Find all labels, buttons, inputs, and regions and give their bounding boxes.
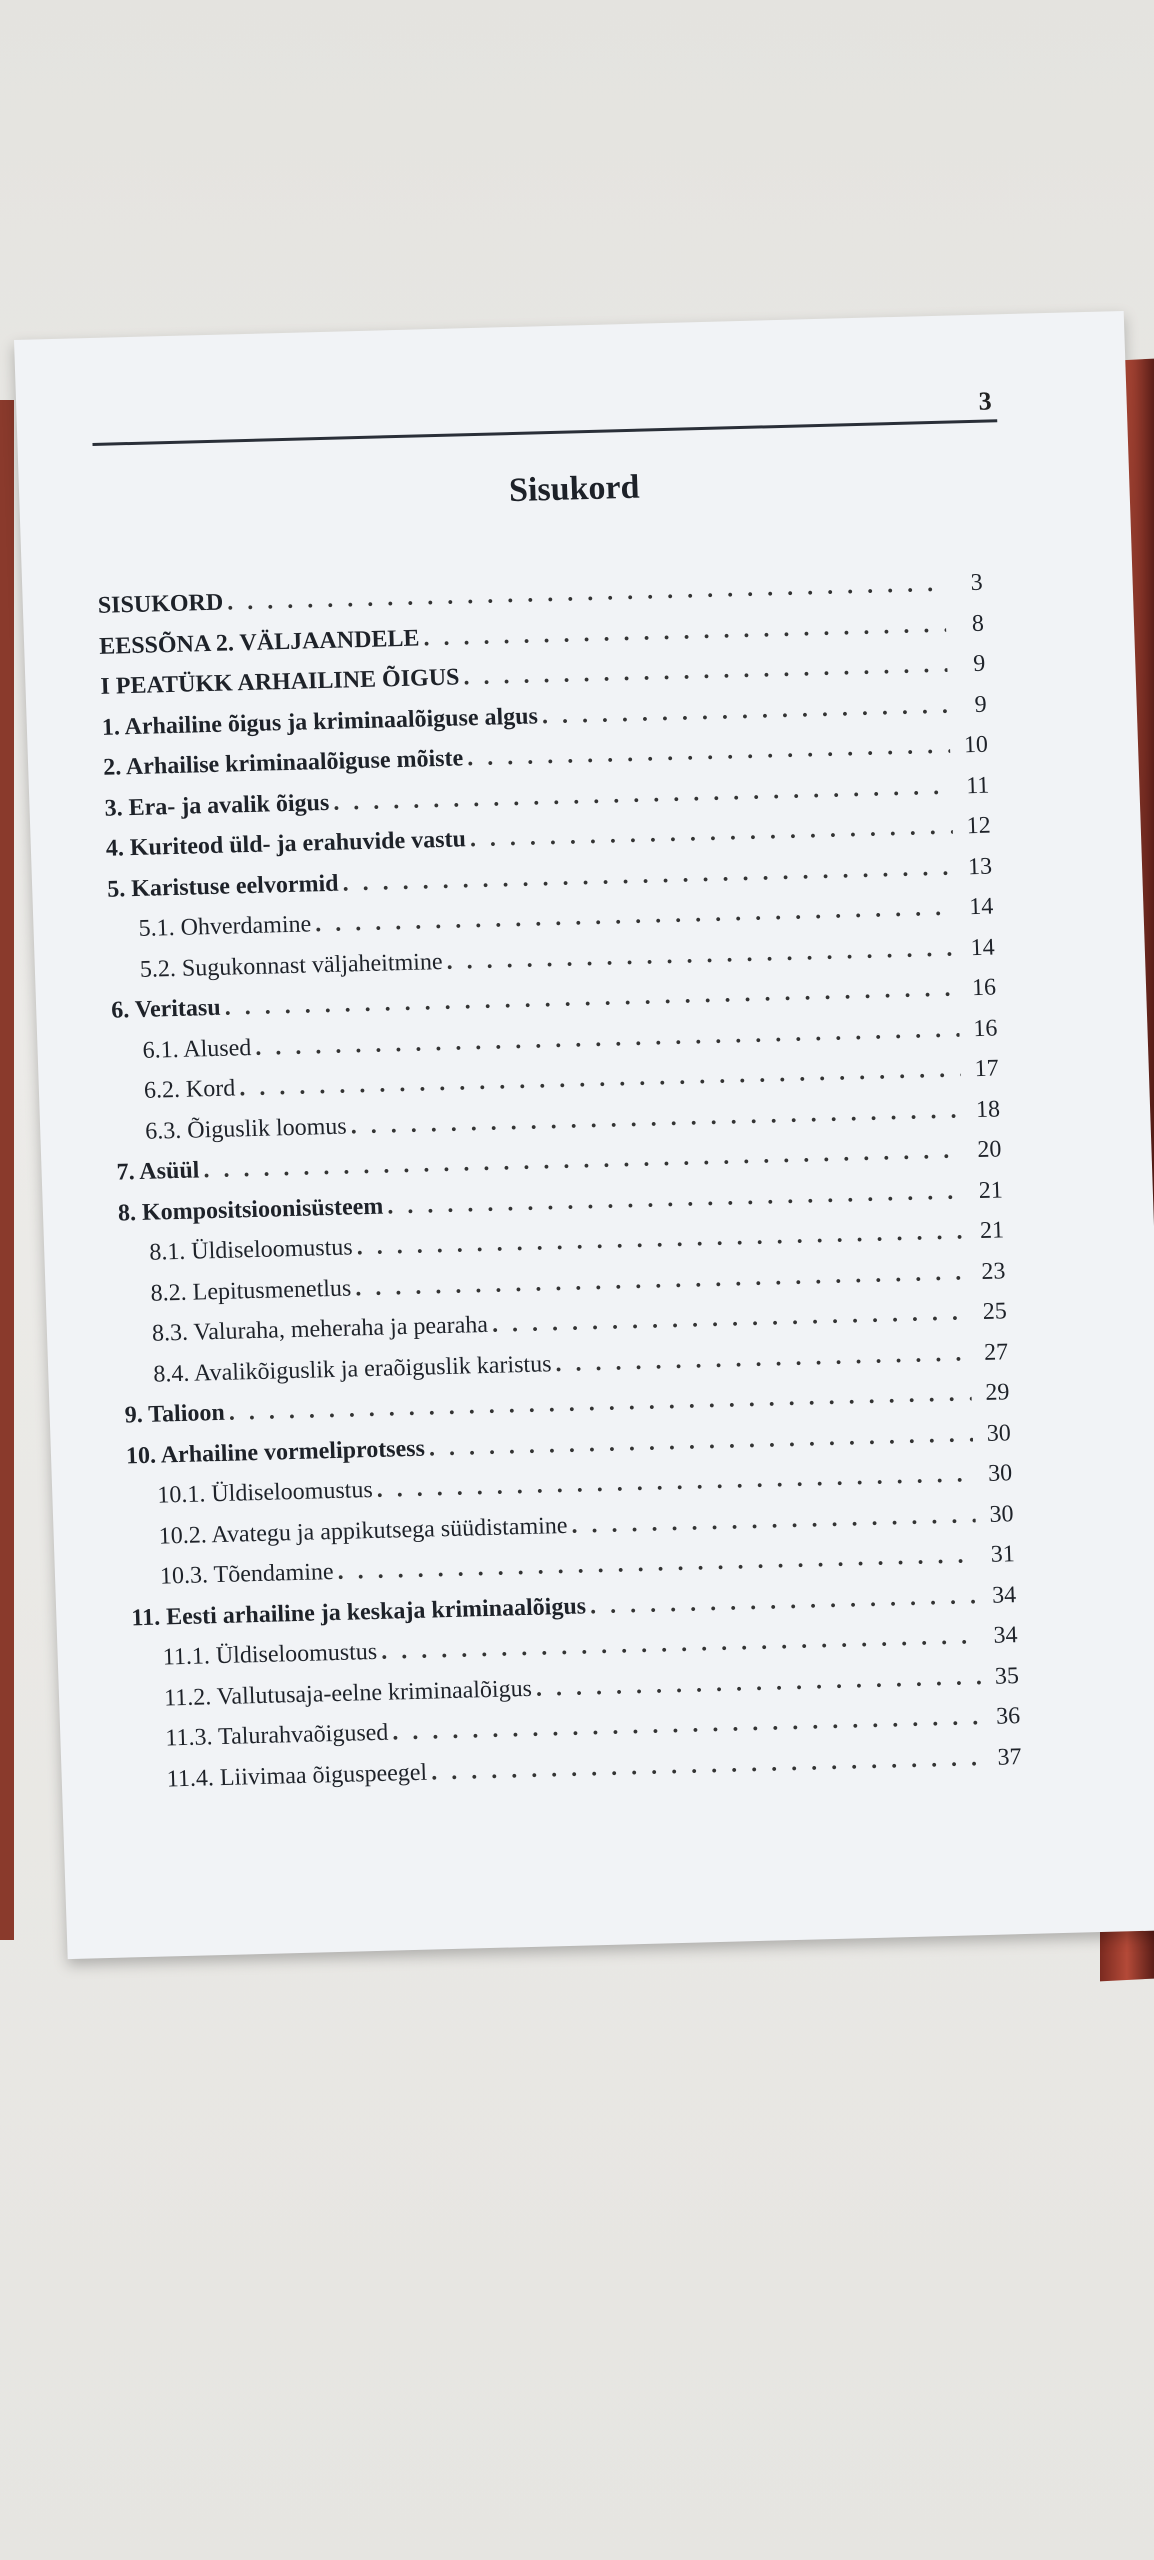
toc-entry-label: 8.2. Lepitusmenetlus [150,1274,352,1307]
toc-entry-label: SISUKORD [97,589,224,619]
toc-entry-label: 10.1. Üldiseloomustus [156,1476,374,1509]
toc-entry-label: 6. Veritasu [110,994,222,1024]
toc-entry-page: 35 [994,1662,1020,1690]
toc-entry-page: 30 [987,1460,1013,1487]
toc-entry-page: 23 [980,1257,1006,1285]
toc-entry-page: 14 [970,934,996,961]
toc-entry-page: 29 [985,1379,1010,1406]
toc-entry-page: 17 [974,1055,1000,1083]
toc-entry-label: 10.3. Tõendamine [159,1559,334,1590]
toc-entry-label: 11.3. Talurahvaõigused [165,1719,389,1752]
toc-entry-page: 34 [991,1581,1017,1609]
toc-entry-label: 6.3. Õiguslik loomus [144,1113,348,1145]
toc-entry-page: 11 [965,772,990,799]
book-page [14,311,1154,1959]
toc-entry-label: 6.1. Alused [142,1034,252,1064]
toc-entry-page: 30 [986,1419,1012,1447]
toc-entry-page: 8 [971,610,985,637]
toc-entry-page: 9 [972,650,986,677]
toc-entry-page: 14 [968,893,994,921]
page-number: 3 [978,386,993,416]
toc-entry-page: 18 [975,1095,1001,1123]
toc-entry-label: 11.2. Vallutusaja-eelne kriminaalõigus [163,1675,533,1711]
toc-entry-label: 8.4. Avalikõiguslik ja eraõiguslik karistus [152,1350,552,1388]
toc-entry-page: 10 [963,731,989,759]
toc-entry-page: 16 [972,1014,998,1042]
header-rule [92,419,997,446]
toc-entry-label: I PEATÜKK ARHAILINE ÕIGUS [100,664,460,700]
toc-entry-label: 8. Kompositsioonisüsteem [117,1193,384,1227]
toc-entry-label: 10.2. Avategu ja appikutsega süüdistamine [158,1512,568,1550]
toc-entry-page: 31 [990,1541,1016,1568]
toc-entry-label: 8.1. Üldiseloomustus [148,1234,354,1266]
toc-entry-label: 2. Arhailise kriminaalõiguse mõiste [102,745,464,781]
toc-entry-page: 30 [989,1500,1014,1528]
toc-entry-page: 34 [993,1622,1018,1649]
toc-entry-label: 5. Karistuse eelvormid [106,870,339,903]
toc-entry-label: 8.3. Valuraha, meheraha ja pearaha [151,1311,489,1347]
page-title: Sisukord [508,468,641,510]
toc-entry-label: 6.2. Kord [143,1075,236,1104]
toc-entry-label: 11.1. Üldiseloomustus [162,1638,378,1671]
toc-entry-label: 10. Arhailine vormeliprotsess [125,1435,426,1469]
toc-entry-label: 11. Eesti arhailine ja keskaja kriminaalõigus [131,1592,587,1631]
dot-leader [227,571,945,617]
toc-entry-label: 5.2. Sugukonnast väljaheitmine [139,948,443,983]
table-of-contents [97,570,1022,1807]
toc-entry-page: 36 [995,1703,1021,1730]
toc-entry-label: EESSÕNA 2. VÄLJAANDELE [98,624,420,660]
toc-entry-label: 5.1. Ohverdamine [138,911,312,942]
toc-entry-page: 3 [970,569,984,597]
toc-entry-page: 13 [967,853,993,880]
toc-entry-label: 1. Arhailine õigus ja kriminaalõiguse algus [101,702,539,741]
toc-entry-page: 12 [966,812,992,840]
book-cover-edge-left [0,400,14,1940]
toc-entry-page: 9 [974,691,988,718]
toc-entry-page: 20 [976,1136,1002,1164]
toc-entry-page: 16 [971,974,997,1002]
toc-entry-page: 25 [982,1298,1008,1325]
toc-entry-label: 7. Asüül [116,1157,200,1186]
toc-entry-page: 21 [978,1176,1004,1204]
toc-entry-label: 11.4. Liivimaa õiguspeegel [166,1759,428,1792]
toc-entry-page: 37 [997,1743,1022,1771]
toc-entry-page: 21 [979,1217,1005,1244]
toc-entry-label: 3. Era- ja avalik õigus [104,789,330,822]
toc-entry-label: 9. Talioon [124,1399,226,1429]
toc-entry-page: 27 [983,1338,1009,1366]
toc-entry-label: 4. Kuriteod üld- ja erahuvide vastu [105,826,467,862]
